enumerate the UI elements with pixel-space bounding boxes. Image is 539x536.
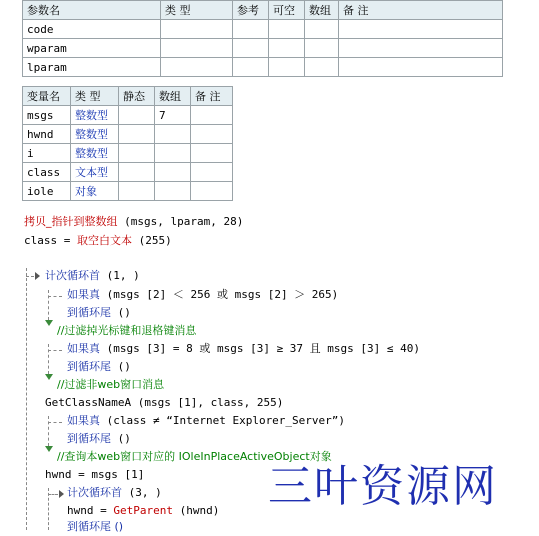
if-condition: (class ≠ “Internet Explorer_Server”)	[100, 414, 346, 427]
code-line-loop-start[interactable]	[45, 267, 140, 285]
assign-target: hwnd =	[67, 504, 114, 517]
function-args: (255)	[132, 234, 172, 247]
if-guide-tick	[48, 296, 62, 297]
loop-tail-keyword: 到循环尾	[67, 360, 111, 373]
var-array-cell[interactable]: 7	[155, 106, 191, 125]
function-args: (msgs, lparam, 28)	[117, 215, 244, 228]
col-static: 静态	[119, 87, 155, 106]
col-type: 类 型	[71, 87, 119, 106]
comment-line: //过滤非web窗口消息	[57, 378, 165, 391]
var-array-cell[interactable]	[155, 144, 191, 163]
block-end-arrow-icon	[45, 320, 53, 326]
comment-line: //查询本web窗口对应的 IOleInPlaceActiveObject对象	[57, 450, 332, 463]
function-args: (hwnd)	[172, 504, 220, 517]
col-remark: 备 注	[339, 1, 503, 20]
var-array-cell[interactable]	[155, 163, 191, 182]
var-type-cell[interactable]: 对象	[71, 182, 119, 201]
code-line-class-assign[interactable]	[24, 232, 172, 250]
loop-guide-tick	[26, 276, 34, 277]
var-array-cell[interactable]	[155, 182, 191, 201]
if-keyword: 如果真	[67, 342, 100, 355]
code-line-if-3[interactable]	[67, 412, 345, 430]
var-type-cell[interactable]: 整数型	[71, 144, 119, 163]
var-name-cell[interactable]: msgs	[23, 106, 71, 125]
if-guide-line	[48, 290, 49, 320]
var-type-cell[interactable]: 文本型	[71, 163, 119, 182]
col-array: 数组	[155, 87, 191, 106]
if-condition: (msgs [2] ＜ 256 或 msgs [2] ＞ 265)	[100, 288, 339, 301]
var-type-cell[interactable]: 整数型	[71, 106, 119, 125]
loop-args: (1, )	[100, 269, 140, 282]
assign-operator: =	[57, 234, 77, 247]
col-nullable: 可空	[269, 1, 305, 20]
code-line-copy-pointer[interactable]	[24, 213, 243, 231]
code-line-loop-tail[interactable]: 到循环尾 ()	[67, 432, 131, 445]
col-type: 类 型	[161, 1, 233, 20]
loop-tail-keyword: 到循环尾	[67, 306, 111, 319]
table-row[interactable]	[23, 106, 233, 125]
if-keyword: 如果真	[67, 414, 100, 427]
param-name-cell[interactable]: code	[23, 20, 161, 39]
variable-name: class	[24, 234, 58, 247]
if-guide-line	[48, 416, 49, 446]
function-name: 拷贝_指针到整数组	[24, 215, 118, 228]
col-param-name: 参数名	[23, 1, 161, 20]
table-row[interactable]	[23, 58, 503, 77]
if-condition: (msgs [3] = 8 或 msgs [3] ≥ 37 且 msgs [3] ≤ 40)	[100, 342, 421, 355]
var-name-cell[interactable]: iole	[23, 182, 71, 201]
table-row[interactable]	[23, 182, 233, 201]
block-end-arrow-icon	[45, 374, 53, 380]
loop-keyword: 计次循环首	[67, 486, 122, 499]
table-row[interactable]	[23, 39, 503, 58]
param-type-cell[interactable]	[161, 20, 233, 39]
col-var-name: 变量名	[23, 87, 71, 106]
param-type-cell[interactable]	[161, 39, 233, 58]
param-name-cell[interactable]: wparam	[23, 39, 161, 58]
loop-tail-keyword: 到循环尾	[67, 432, 111, 445]
if-keyword: 如果真	[67, 288, 100, 301]
parameter-table-header	[23, 1, 503, 20]
code-line-loop2-start[interactable]	[67, 484, 162, 502]
table-row[interactable]	[23, 125, 233, 144]
loop-guide-line	[26, 268, 27, 530]
param-type-cell[interactable]	[161, 58, 233, 77]
code-line-loop-tail-cut[interactable]: 到循环尾 ()	[67, 520, 124, 533]
function-name: 取空白文本	[77, 234, 132, 247]
table-row[interactable]	[23, 144, 233, 163]
var-array-cell[interactable]	[155, 125, 191, 144]
param-name-cell[interactable]: lparam	[23, 58, 161, 77]
code-line-if-2[interactable]	[67, 340, 420, 358]
var-name-cell[interactable]: i	[23, 144, 71, 163]
code-line-getclassname[interactable]: GetClassNameA (msgs [1], class, 255)	[45, 396, 284, 409]
loop-keyword: 计次循环首	[45, 269, 100, 282]
var-name-cell[interactable]: class	[23, 163, 71, 182]
table-row[interactable]	[23, 163, 233, 182]
if-guide-tick	[48, 350, 62, 351]
comment-line: //过滤掉光标键和退格键消息	[57, 324, 197, 337]
code-line-loop-tail[interactable]: 到循环尾 ()	[67, 360, 131, 373]
variable-table-header	[23, 87, 233, 106]
loop-guide-tick	[48, 494, 58, 495]
if-guide-line	[48, 344, 49, 374]
variable-table	[22, 86, 233, 201]
block-end-arrow-icon	[45, 446, 53, 452]
var-name-cell[interactable]: hwnd	[23, 125, 71, 144]
loop-arrow-icon	[35, 272, 40, 280]
col-ref: 参考	[233, 1, 269, 20]
if-guide-tick	[48, 422, 62, 423]
function-name: GetParent	[113, 504, 173, 517]
col-array: 数组	[305, 1, 339, 20]
table-row[interactable]	[23, 20, 503, 39]
var-type-cell[interactable]: 整数型	[71, 125, 119, 144]
code-line-if-1[interactable]	[67, 286, 338, 304]
loop-arrow-icon	[59, 490, 64, 498]
col-remark: 备 注	[191, 87, 233, 106]
loop-args: (3, )	[122, 486, 162, 499]
code-line-hwnd-assign[interactable]: hwnd = msgs [1]	[45, 468, 145, 481]
code-line-loop-tail[interactable]: 到循环尾 ()	[67, 306, 131, 319]
watermark-logo: 三叶资源网	[268, 461, 498, 512]
parameter-table	[22, 0, 503, 77]
